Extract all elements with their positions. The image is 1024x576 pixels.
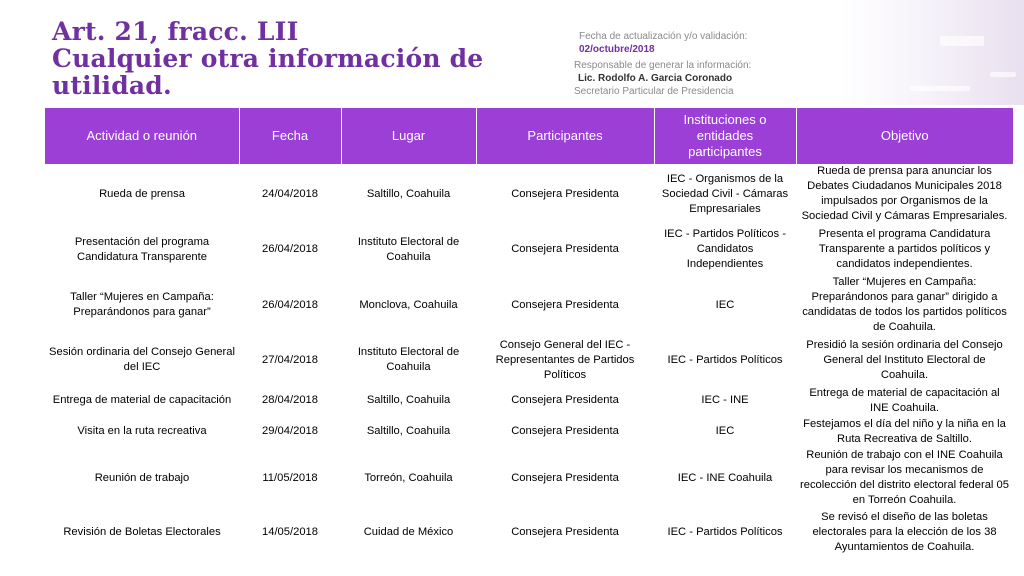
cell-institutions: IEC - Partidos Políticos (667, 525, 783, 538)
title-line-2: Cualquier otra información de (52, 44, 484, 73)
cell-participants: Consejera Presidenta (511, 471, 619, 484)
table-row (45, 385, 1013, 416)
table-row (45, 447, 1013, 509)
cell-place: Saltillo, Coahuila (366, 394, 451, 406)
title-line-1: Art. 21, fracc. LII (52, 17, 299, 46)
table-row (45, 335, 1013, 385)
cell-participants: Consejera Presidenta (511, 187, 619, 200)
cell-participants: Consejera Presidenta (511, 394, 619, 406)
cell-place: Saltillo, Coahuila (366, 187, 451, 200)
header-date: Fecha (239, 108, 341, 164)
cell-objective: Taller “Mujeres en Campaña: Preparándonos para ganar” dirigido a candidatas de todos los partidos políticos de Coahuila. (802, 276, 1007, 333)
cell-objective: Presidió la sesión ordinaria del Consejo General del Instituto Electoral de Coahuila. (806, 338, 1003, 381)
cell-objective: Rueda de prensa para anunciar los Debates Ciudadanos Municipales 2018 impulsados por Organismos de la Sociedad Civil y Cámaras Empresariales. (801, 165, 1008, 222)
cell-institutions: IEC - Organismos de la Sociedad Civil - Cámaras Empresariales (661, 172, 789, 215)
header-decoration (840, 0, 1024, 105)
cell-participants: Consejera Presidenta (511, 243, 619, 255)
header-place: Lugar (341, 108, 476, 164)
page-title (52, 18, 483, 99)
activities-table (45, 108, 1013, 555)
cell-place: Torreón, Coahuila (364, 471, 453, 484)
cell-place: Instituto Electoral de Coahuila (357, 235, 460, 263)
cell-date: 24/04/2018 (262, 187, 318, 200)
table-row (45, 275, 1013, 335)
responsible-label: Responsable de generar la información: (574, 60, 752, 71)
cell-objective: Se revisó el diseño de las boletas electorales para la elección de los 38 Ayuntamientos de Coahuila. (812, 510, 997, 553)
cell-activity: Reunión de trabajo (94, 471, 190, 484)
cell-activity: Revisión de Boletas Electorales (63, 525, 221, 538)
cell-place: Monclova, Coahuila (359, 298, 458, 311)
cell-place: Instituto Electoral de Coahuila (357, 346, 460, 373)
table-row (45, 509, 1013, 555)
table-row (45, 164, 1013, 224)
cell-activity: Entrega de material de capacitación (52, 394, 232, 406)
cell-place: Saltillo, Coahuila (366, 425, 451, 437)
header-objective: Objetivo (796, 108, 1013, 164)
title-line-3: utilidad. (52, 71, 172, 100)
cell-date: 29/04/2018 (262, 425, 318, 437)
cell-participants: Consejo General del IEC - Representantes de Partidos Políticos (495, 338, 635, 381)
cell-activity: Sesión ordinaria del Consejo General del IEC (49, 346, 235, 373)
cell-date: 28/04/2018 (262, 394, 318, 406)
update-date: 02/octubre/2018 (579, 44, 655, 55)
cell-activity: Presentación del programa Candidatura Transparente (74, 235, 210, 263)
cell-objective: Festejamos el día del niño y la niña en la Ruta Recreativa de Saltillo. (803, 417, 1006, 445)
cell-institutions: IEC - Partidos Políticos - Candidatos Independientes (664, 228, 786, 270)
cell-place: Cuidad de México (363, 525, 454, 538)
cell-objective: Entrega de material de capacitación al INE Coahuila. (809, 386, 1000, 414)
cell-date: 14/05/2018 (262, 525, 318, 538)
cell-institutions: IEC - INE Coahuila (677, 471, 773, 484)
cell-date: 27/04/2018 (262, 353, 318, 366)
table-header-row (45, 108, 1013, 164)
header-institutions: Instituciones o entidades participantes (654, 108, 796, 164)
cell-activity: Taller “Mujeres en Campaña: Preparándonos para ganar” (70, 291, 214, 318)
table-row (45, 416, 1013, 447)
cell-institutions: IEC (715, 425, 735, 437)
cell-objective: Presenta el programa Candidatura Transparente a partidos políticos y candidatos independientes. (818, 228, 991, 270)
cell-participants: Consejera Presidenta (511, 425, 619, 437)
cell-institutions: IEC - Partidos Políticos (667, 353, 783, 366)
cell-activity: Rueda de prensa (99, 187, 185, 200)
cell-activity: Visita en la ruta recreativa (77, 425, 207, 437)
cell-participants: Consejera Presidenta (511, 298, 619, 311)
cell-date: 26/04/2018 (262, 243, 318, 255)
header-activity: Actividad o reunión (45, 108, 239, 164)
update-label: Fecha de actualización y/o validación: (579, 31, 748, 42)
header-participants: Participantes (476, 108, 654, 164)
cell-date: 11/05/2018 (262, 471, 318, 484)
cell-institutions: IEC (715, 298, 735, 311)
responsible-name: Lic. Rodolfo A. Garcia Coronado (578, 73, 733, 84)
cell-participants: Consejera Presidenta (511, 525, 619, 538)
table-row (45, 224, 1013, 275)
responsible-position: Secretario Particular de Presidencia (574, 86, 734, 97)
cell-objective: Reunión de trabajo con el INE Coahuila para revisar los mecanismos de recolección del distrito electoral federal 05 en Torreón Coahuila. (800, 449, 1009, 506)
cell-institutions: IEC - INE (701, 394, 749, 406)
cell-date: 26/04/2018 (262, 298, 318, 311)
